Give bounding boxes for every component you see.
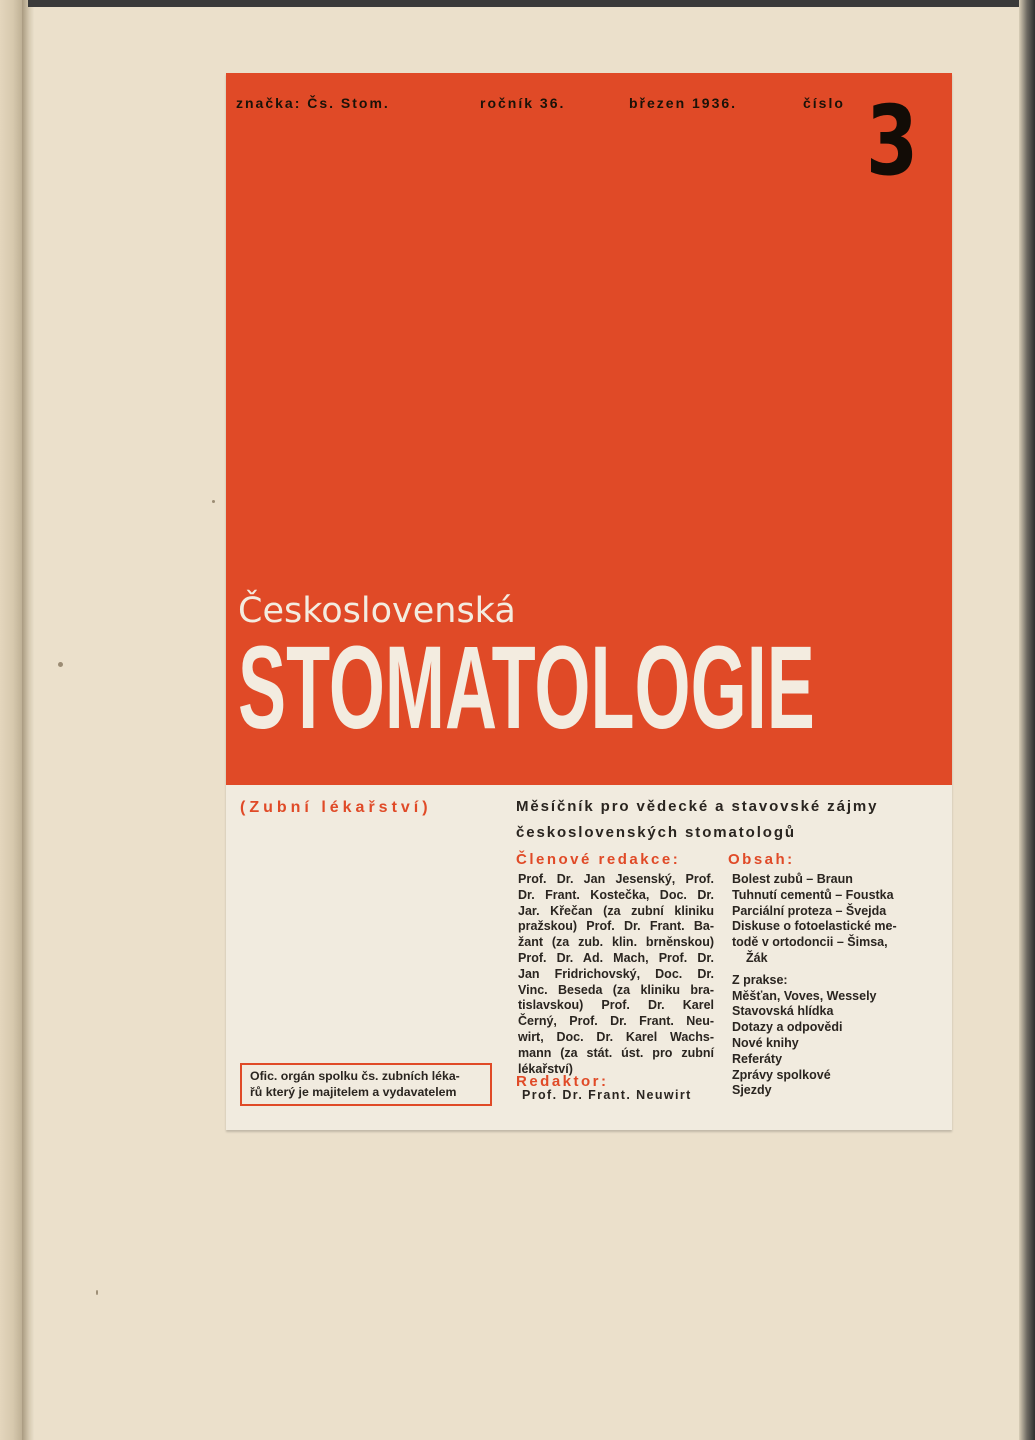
contents-list xyxy=(732,872,897,1099)
red-title-panel xyxy=(226,73,952,785)
contents-item: Dotazy a odpovědi xyxy=(732,1020,843,1035)
official-line: řů který je majitelem a vydavatelem xyxy=(250,1085,457,1099)
editor-name: Prof. Dr. Frant. Neuwirt xyxy=(522,1088,692,1102)
contents-item: Diskuse o fotoelastické me- xyxy=(732,919,897,934)
contents-item: Stavovská hlídka xyxy=(732,1004,834,1019)
issue-number: 3 xyxy=(866,85,919,197)
contents-item: Zprávy spolkové xyxy=(732,1067,831,1082)
board-line: mann (za stát. úst. pro zubní xyxy=(518,1045,714,1060)
contents-item: Měšťan, Voves, Wessely xyxy=(732,988,877,1003)
paper-speck xyxy=(96,1290,98,1295)
board-line: pražskou) Prof. Dr. Frant. Ba- xyxy=(518,919,714,934)
description-line: československých stomatologů xyxy=(516,824,796,841)
magazine-cover xyxy=(226,73,952,1130)
contents-item: Bolest zubů – Braun xyxy=(732,872,853,886)
editor-heading: Redaktor: xyxy=(516,1073,609,1090)
paper-speck xyxy=(212,500,215,503)
contents-item: Sjezdy xyxy=(732,1083,772,1098)
contents-item: Referáty xyxy=(732,1051,783,1066)
board-line: Černý, Prof. Dr. Frant. Neu- xyxy=(518,1014,714,1029)
book-cover-edge xyxy=(1019,0,1035,1440)
publication-description xyxy=(516,794,878,846)
board-line: Jan Fridrichovský, Doc. Dr. xyxy=(518,966,714,981)
board-line: Jar. Křečan (za zubní kliniku xyxy=(518,903,714,918)
contents-item: Nové knihy xyxy=(732,1035,799,1050)
official-organ-box xyxy=(240,1063,492,1106)
board-line: žant (za zub. klin. brněnskou) xyxy=(518,935,714,950)
contents-item: Parciální proteza – Švejda xyxy=(732,903,887,918)
masthead-brand: značka: Čs. Stom. xyxy=(236,95,390,111)
cover-subtitle: Československá xyxy=(238,591,516,631)
binding-top-edge xyxy=(28,0,1035,7)
contents-item: Žák xyxy=(746,950,768,965)
board-line: tislavskou) Prof. Dr. Karel xyxy=(518,998,714,1013)
masthead-issue-label: číslo xyxy=(803,95,845,111)
board-line: Vinc. Beseda (za kliniku bra- xyxy=(518,982,714,997)
paper-speck xyxy=(58,662,63,667)
contents-item: Tuhnutí cementů – Foustka xyxy=(732,887,894,902)
board-line: wirt, Doc. Dr. Karel Wachs- xyxy=(518,1029,714,1044)
board-line: Prof. Dr. Jan Jesenský, Prof. xyxy=(518,872,714,886)
masthead-date: březen 1936. xyxy=(629,95,738,111)
contents-heading: Obsah: xyxy=(728,851,795,868)
editorial-board-heading: Členové redakce: xyxy=(516,851,681,868)
board-line: Dr. Frant. Kostečka, Doc. Dr. xyxy=(518,887,714,902)
contents-section-label: Z prakse: xyxy=(732,972,788,987)
previous-page-edge xyxy=(0,0,22,1440)
book-gutter xyxy=(22,0,34,1440)
cover-title: STOMATOLOGIE xyxy=(238,622,815,754)
board-line: Prof. Dr. Ad. Mach, Prof. Dr. xyxy=(518,950,714,965)
official-line: Ofic. orgán spolku čs. zubních léka- xyxy=(250,1069,460,1083)
editorial-board-list xyxy=(518,872,714,1077)
masthead-volume: ročník 36. xyxy=(480,95,566,111)
description-line: Měsíčník pro vědecké a stavovské zájmy xyxy=(516,798,879,815)
contents-item: todě v ortodoncii – Šimsa, xyxy=(732,935,888,950)
board-line: lékařství) xyxy=(518,1061,573,1076)
title-bracket: (Zubní lékařství) xyxy=(240,799,432,816)
